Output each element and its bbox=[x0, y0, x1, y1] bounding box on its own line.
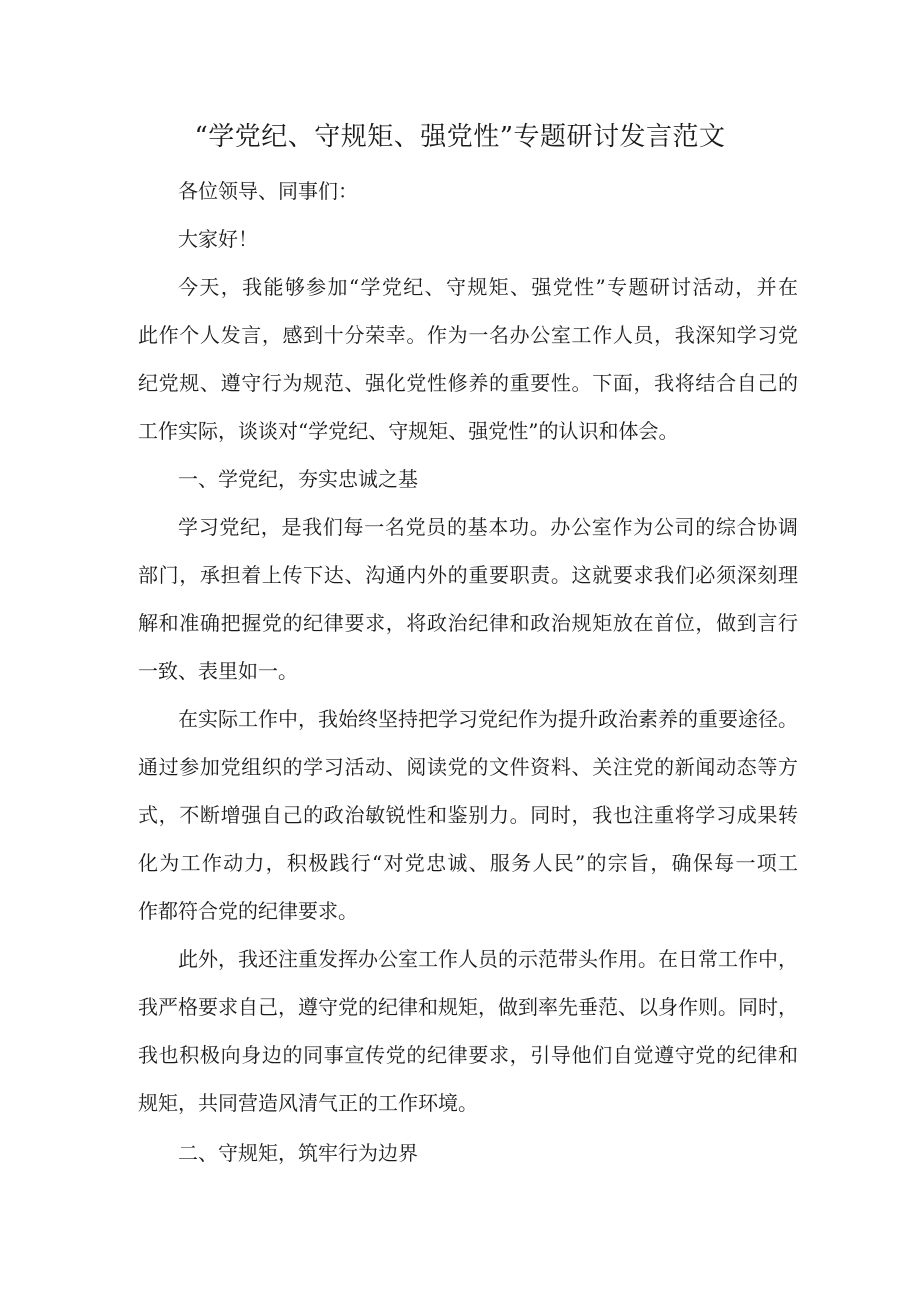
paragraph-line: 规矩，共同营造风清气正的工作环境。 bbox=[138, 1091, 478, 1115]
paragraph-line: 学习党纪，是我们每一名党员的基本功。办公室作为公司的综合协调 bbox=[178, 515, 798, 539]
paragraph-line: 今天，我能够参加“学党纪、守规矩、强党性”专题研讨活动，并在 bbox=[178, 275, 798, 299]
paragraph-line: 工作实际，谈谈对“学党纪、守规矩、强党性”的认识和体会。 bbox=[138, 419, 679, 443]
document-title: “学党纪、守规矩、强党性”专题研讨发言范文 bbox=[194, 122, 726, 152]
paragraph-line: 通过参加党组织的学习活动、阅读党的文件资料、关注党的新闻动态等方 bbox=[138, 755, 798, 779]
paragraph-line: 此外，我还注重发挥办公室工作人员的示范带头作用。在日常工作中， bbox=[178, 947, 798, 971]
paragraph-line: 在实际工作中，我始终坚持把学习党纪作为提升政治素养的重要途径。 bbox=[178, 707, 798, 731]
paragraph-line: 纪党规、遵守行为规范、强化党性修养的重要性。下面，我将结合自己的 bbox=[138, 371, 798, 395]
paragraph-line: 式，不断增强自己的政治敏锐性和鉴别力。同时，我也注重将学习成果转 bbox=[138, 803, 798, 827]
paragraph-line: 我严格要求自己，遵守党的纪律和规矩，做到率先垂范、以身作则。同时， bbox=[138, 995, 798, 1019]
paragraph-line: 部门，承担着上传下达、沟通内外的重要职责。这就要求我们必须深刻理 bbox=[138, 563, 798, 587]
paragraph-line: 化为工作动力，积极践行“对党忠诚、服务人民”的宗旨，确保每一项工 bbox=[138, 851, 798, 875]
paragraph-line: 此作个人发言，感到十分荣幸。作为一名办公室工作人员，我深知学习党 bbox=[138, 323, 798, 347]
section-heading-1: 一、学党纪，夯实忠诚之基 bbox=[178, 467, 418, 491]
greeting: 大家好！ bbox=[178, 227, 258, 251]
paragraph-line: 解和准确把握党的纪律要求，将政治纪律和政治规矩放在首位，做到言行 bbox=[138, 611, 798, 635]
paragraph-line: 我也积极向身边的同事宣传党的纪律要求，引导他们自觉遵守党的纪律和 bbox=[138, 1043, 798, 1067]
salutation: 各位领导、同事们： bbox=[178, 179, 358, 203]
paragraph-line: 一致、表里如一。 bbox=[138, 659, 298, 683]
paragraph-line: 作都符合党的纪律要求。 bbox=[138, 899, 358, 923]
section-heading-2: 二、守规矩，筑牢行为边界 bbox=[178, 1141, 418, 1165]
